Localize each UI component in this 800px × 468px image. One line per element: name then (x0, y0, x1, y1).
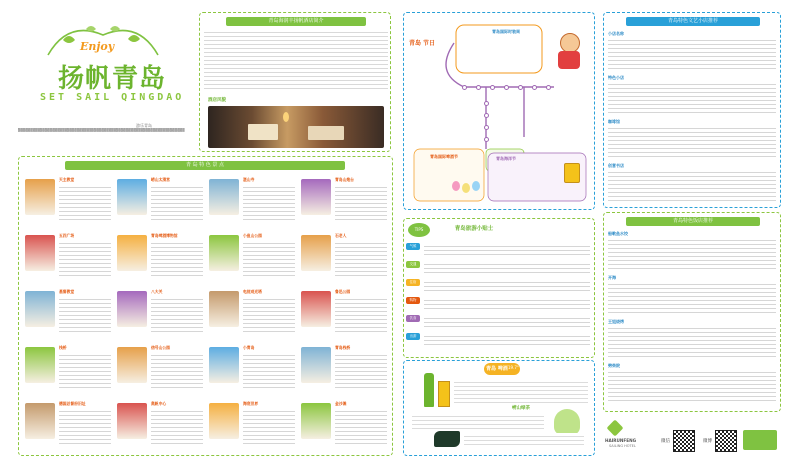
cartoon-figure (554, 33, 584, 69)
hotel-panel (199, 12, 391, 152)
tips-badge: TIPS (408, 223, 430, 237)
attraction-desc (243, 296, 295, 334)
hotel-photo (208, 106, 384, 148)
tip-text (424, 279, 590, 291)
attractions-grid (19, 173, 394, 453)
tip-text (424, 333, 590, 345)
attraction-desc (151, 352, 203, 390)
section-subheading: 王姐烧烤 (608, 319, 624, 324)
attraction-desc (335, 240, 387, 278)
attraction-desc (243, 352, 295, 390)
timeline-pin (532, 85, 537, 90)
footer (603, 416, 781, 456)
attraction-name: 五四广场 (59, 233, 75, 238)
attractions-panel (18, 156, 393, 456)
wechat-qr-icon (673, 430, 695, 452)
attraction-illustration (25, 179, 55, 215)
wechat-label: 微信 (661, 439, 670, 444)
section-subheading: 小店名称 (608, 31, 624, 36)
attraction-name: 鲁迅公园 (335, 289, 351, 294)
tip-label: 购物 (406, 297, 420, 304)
attraction-name: 青岛山炮台 (335, 177, 354, 182)
tea-title: 崂山绿茶 (512, 406, 530, 411)
festival-sea-label: 青岛海洋节 (496, 156, 516, 161)
attraction-name: 信号山公园 (151, 345, 170, 350)
festival-panel (403, 12, 595, 210)
attraction-name: 湛山寺 (243, 177, 255, 182)
timeline-pin (504, 85, 509, 90)
attraction-name: 天主教堂 (59, 177, 75, 182)
weibo-qr-icon (715, 430, 737, 452)
attraction-desc (243, 408, 295, 446)
section-subheading: 咖啡馆 (608, 119, 620, 124)
brand-name: HAIRUNFENG (605, 438, 637, 443)
attraction-illustration (301, 179, 331, 215)
culture-header: 青岛特色文艺小店推荐 (626, 17, 760, 26)
attraction-name: 青岛啤酒博物馆 (151, 233, 178, 238)
attraction-name: 青岛栈桥 (335, 345, 351, 350)
hotel-header: 青岛海润丰扬帆酒店简介 (226, 17, 366, 26)
balloon-icon (452, 181, 480, 199)
section-subheading: 开海 (608, 275, 616, 280)
timeline-pin (476, 85, 481, 90)
attraction-desc (59, 296, 111, 334)
festival-title: 青岛 节日 (404, 39, 440, 48)
tips-header: 青岛旅游小贴士 (434, 225, 514, 234)
tip-label: 住宿 (406, 279, 420, 286)
attraction-name: 奥帆中心 (151, 401, 167, 406)
tea-leaf-icon (434, 431, 460, 447)
attraction-illustration (301, 403, 331, 439)
beer-mug-icon (564, 163, 580, 183)
attraction-desc (335, 296, 387, 334)
cover-intro-label: 游乐青岛 (136, 123, 152, 128)
tips-panel (403, 218, 595, 358)
section-text (608, 281, 776, 315)
section-text (608, 125, 776, 159)
attraction-name: 小青岛 (243, 345, 255, 350)
beer-panel (403, 360, 595, 456)
attraction-illustration (117, 179, 147, 215)
beer-text (454, 379, 588, 403)
culture-panel (603, 12, 781, 208)
attraction-illustration (25, 235, 55, 271)
beer-degree: 19.7° (508, 365, 519, 370)
attraction-name: 栈桥 (59, 345, 67, 350)
attraction-illustration (209, 291, 239, 327)
beer-bottle-icon (424, 373, 434, 407)
tip-label: 交通 (406, 261, 420, 268)
cover-title-en: SET SAIL QINGDAO (40, 92, 185, 103)
attraction-name: 海底世界 (243, 401, 259, 406)
attraction-illustration (209, 179, 239, 215)
attraction-name: 基督教堂 (59, 289, 75, 294)
weibo-label: 微博 (703, 439, 712, 444)
attraction-illustration (25, 403, 55, 439)
attraction-name: 金沙滩 (335, 401, 347, 406)
beer-glass-icon (438, 381, 450, 407)
attraction-desc (151, 184, 203, 222)
attraction-desc (243, 240, 295, 278)
attraction-illustration (25, 291, 55, 327)
timeline-pin (484, 125, 489, 130)
timeline-pin (518, 85, 523, 90)
tip-label: 饮食 (406, 315, 420, 322)
attraction-illustration (209, 235, 239, 271)
section-subheading: 特色小店 (608, 75, 624, 80)
attraction-name: 石老人 (335, 233, 347, 238)
attraction-name: 德国总督府旧址 (59, 401, 86, 406)
attraction-illustration (301, 347, 331, 383)
attraction-desc (59, 184, 111, 222)
section-subheading: 船歌鱼水饺 (608, 231, 628, 236)
attraction-desc (59, 240, 111, 278)
attraction-desc (335, 184, 387, 222)
cover-intro-text: ▒▒▒▒▒▒▒▒▒▒▒▒▒▒▒▒▒▒▒▒▒▒▒▒▒▒▒▒▒▒▒▒▒▒▒▒▒▒▒▒▒▒▒▒▒▒▒▒▒▒▒▒▒▒▒▒▒▒▒▒▒▒▒▒▒▒▒▒ (18, 128, 185, 132)
timeline-pin (490, 85, 495, 90)
tea-text-2 (464, 433, 584, 447)
attraction-illustration (117, 291, 147, 327)
timeline-pin (484, 101, 489, 106)
tip-text (424, 243, 590, 255)
enjoy-text: Enjoy (80, 40, 115, 53)
footer-contact-badge (743, 430, 777, 450)
attraction-name: 小鱼山公园 (243, 233, 262, 238)
attraction-name: 八大关 (151, 289, 163, 294)
section-text (608, 81, 776, 115)
hotel-text (204, 29, 388, 91)
brand-sub: SAILING HOTEL (609, 444, 636, 448)
attraction-name: 电视观光塔 (243, 289, 262, 294)
timeline-pin (484, 137, 489, 142)
food-header: 青岛特色饭店推荐 (626, 217, 760, 226)
section-text (608, 369, 776, 403)
tip-text (424, 261, 590, 273)
cover-panel (18, 10, 186, 135)
tea-cup-icon (554, 409, 580, 435)
section-subheading: 创意书店 (608, 163, 624, 168)
section-text (608, 37, 776, 71)
attraction-desc (243, 184, 295, 222)
attraction-illustration (117, 347, 147, 383)
attraction-desc (151, 408, 203, 446)
timeline-pin (546, 85, 551, 90)
attraction-illustration (209, 347, 239, 383)
attraction-illustration (301, 235, 331, 271)
attraction-illustration (25, 347, 55, 383)
attraction-illustration (117, 235, 147, 271)
beer-title: 青岛 啤酒 (486, 366, 508, 372)
section-text (608, 237, 776, 271)
attractions-header: 青 岛 特 色 景 点 (65, 161, 345, 170)
attraction-desc (59, 352, 111, 390)
attraction-desc (59, 408, 111, 446)
section-text (608, 325, 776, 359)
timeline-pin (462, 85, 467, 90)
attraction-desc (335, 408, 387, 446)
brand-logo-icon (607, 420, 624, 437)
festival-fashion-label: 青岛国际时装周 (492, 29, 520, 34)
cover-title: 扬帆青岛 (58, 64, 167, 94)
tip-label: 出游 (406, 333, 420, 340)
attraction-name: 崂山太清宫 (151, 177, 170, 182)
attraction-desc (151, 296, 203, 334)
festival-beer-label: 青岛国际啤酒节 (430, 154, 458, 159)
tip-text (424, 297, 590, 309)
tea-text (412, 413, 544, 429)
attraction-illustration (209, 403, 239, 439)
section-text (608, 169, 776, 203)
tip-text (424, 315, 590, 327)
section-subheading: 劈柴院 (608, 363, 620, 368)
tip-label: 气候 (406, 243, 420, 250)
attraction-illustration (301, 291, 331, 327)
attraction-illustration (117, 403, 147, 439)
timeline-pin (484, 113, 489, 118)
attraction-desc (335, 352, 387, 390)
food-panel (603, 212, 781, 412)
hotel-photo-caption: 酒店风貌 (208, 98, 226, 103)
attraction-desc (151, 240, 203, 278)
